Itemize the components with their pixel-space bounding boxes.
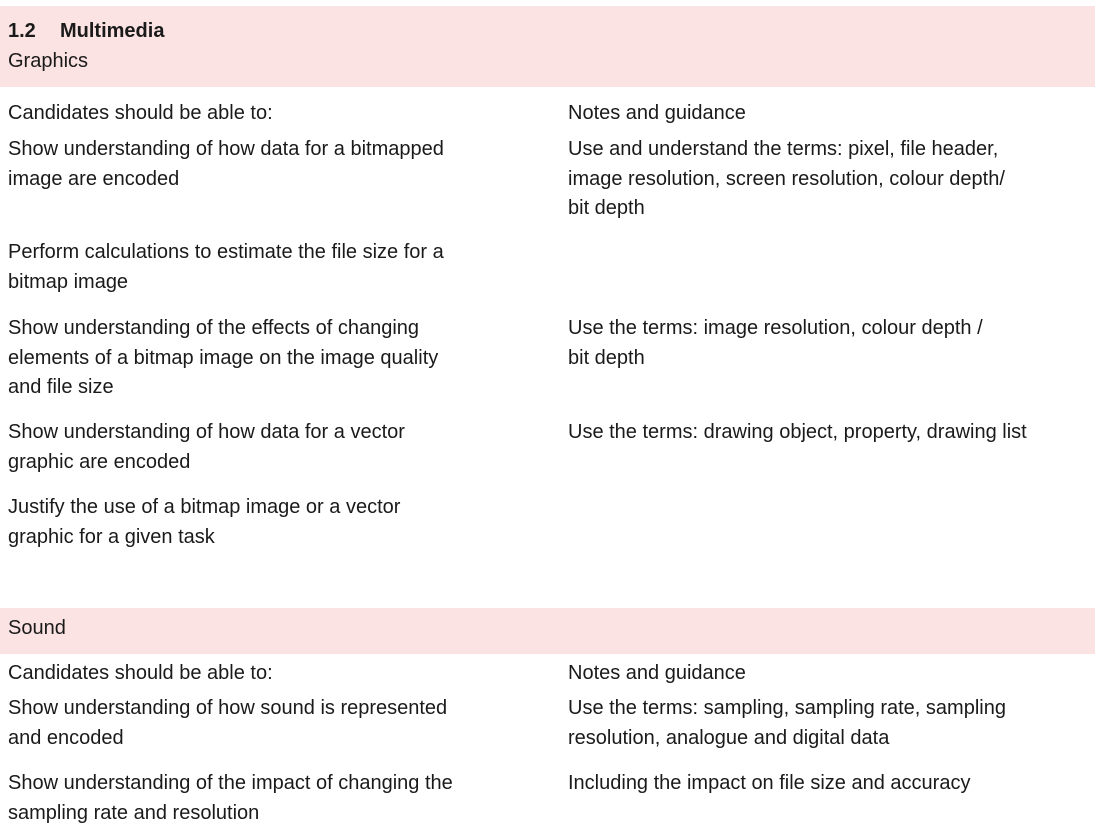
graphics-heading: Graphics (8, 50, 89, 72)
graphics-objective-2: Perform calculations to estimate the file size for a bitmap image (8, 241, 444, 293)
sound-objective-2: Show understanding of the impact of changing the sampling rate and resolution (8, 772, 453, 824)
sound-guidance-1: Use the terms: sampling, sampling rate, sampling resolution, analogue and digital data (568, 697, 1006, 749)
graphics-objective-4: Show understanding of how data for a vector graphic are encoded (8, 421, 405, 473)
graphics-guidance-4: Use the terms: drawing object, property, drawing list (568, 421, 1027, 443)
graphics-objective-1: Show understanding of how data for a bitmapped image are encoded (8, 138, 444, 190)
section-number: 1.2 (8, 20, 36, 42)
sound-right-header: Notes and guidance (568, 662, 746, 684)
graphics-right-header: Notes and guidance (568, 102, 746, 124)
graphics-objective-5: Justify the use of a bitmap image or a vector graphic for a given task (8, 496, 401, 548)
graphics-left-header: Candidates should be able to: (8, 102, 273, 124)
sound-guidance-2: Including the impact on file size and accuracy (568, 772, 971, 794)
sound-heading: Sound (8, 617, 66, 639)
sound-header-band (0, 608, 1095, 654)
graphics-guidance-1: Use and understand the terms: pixel, file header, image resolution, screen resolution, colour depth/ bit depth (568, 138, 1005, 219)
sound-objective-1: Show understanding of how sound is represented and encoded (8, 697, 448, 749)
graphics-objective-3: Show understanding of the effects of changing elements of a bitmap image on the image quality and file size (8, 317, 439, 398)
graphics-guidance-3: Use the terms: image resolution, colour depth / bit depth (568, 317, 983, 369)
section-title: Multimedia (60, 20, 165, 42)
sound-left-header: Candidates should be able to: (8, 662, 273, 684)
